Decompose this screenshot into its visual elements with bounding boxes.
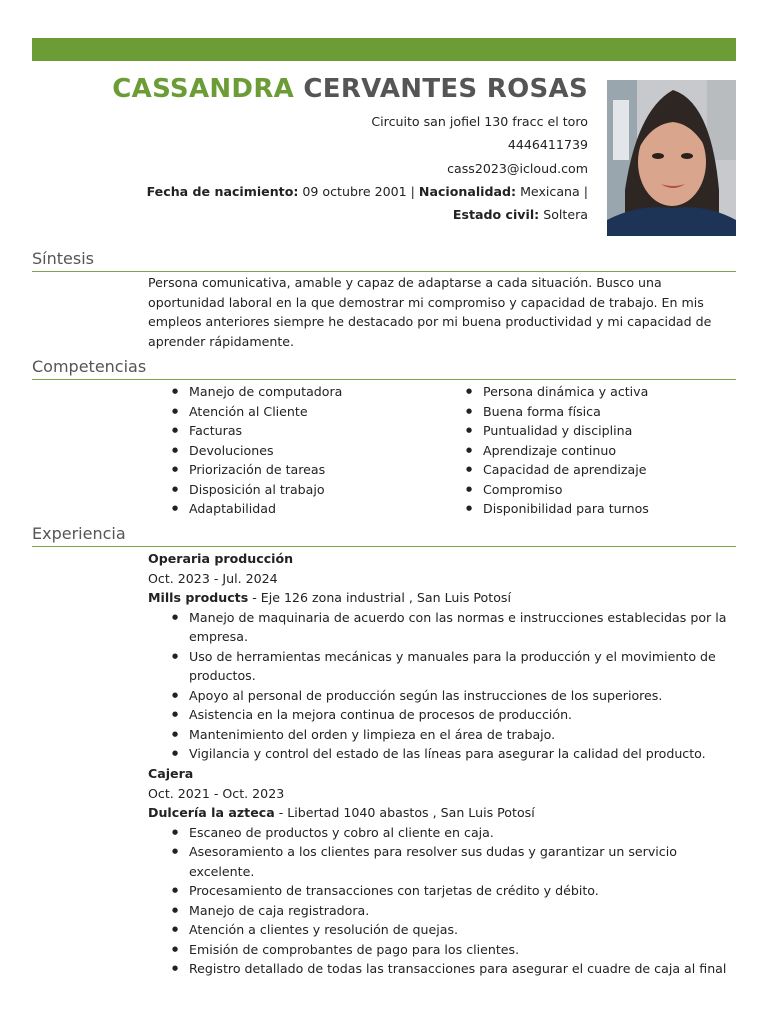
birth-label: Fecha de nacimiento: — [146, 183, 299, 199]
birth-value: 09 octubre 2001 | — [298, 183, 419, 199]
job-title: Operaria producción — [148, 551, 294, 566]
list-item: ● Atención al Cliente — [189, 402, 342, 422]
skills-heading: Competencias — [32, 357, 147, 376]
job-dates: Oct. 2021 - Oct. 2023 — [148, 785, 285, 801]
list-item: ● Emisión de comprobantes de pago para los clientes. — [189, 940, 738, 960]
experience-heading: Experiencia — [32, 524, 126, 543]
company-location: - Libertad 1040 abastos , San Luis Potosí — [274, 805, 535, 820]
job-dates: Oct. 2023 - Jul. 2024 — [148, 570, 278, 586]
list-item: ● Aprendizaje continuo — [483, 441, 649, 461]
profile-photo — [607, 80, 736, 236]
list-item: ● Atención a clientes y resolución de quejas. — [189, 920, 738, 940]
civil-label: Estado civil: — [452, 207, 540, 223]
job-duties — [148, 823, 738, 979]
civil-status — [147, 203, 588, 226]
header-accent-bar — [32, 38, 736, 61]
company-location: - Eje 126 zona industrial , San Luis Potosí — [248, 590, 511, 605]
summary-heading: Síntesis — [32, 249, 94, 268]
list-item: ● Escaneo de productos y cobro al cliente en caja. — [189, 823, 738, 843]
last-name: CERVANTES ROSAS — [303, 74, 588, 104]
list-item: ● Persona dinámica y activa — [483, 382, 649, 402]
list-item: ● Uso de herramientas mecánicas y manuales para la producción y el movimiento de productos. — [189, 647, 738, 686]
list-item: ● Manejo de computadora — [189, 382, 342, 402]
job-entry — [148, 549, 738, 764]
summary-text: Persona comunicativa, amable y capaz de adaptarse a cada situación. Busco una oportunidad laboral en la que demostrar mi compromiso y capacidad de trabajo. En mis empleos anteriores siempre he destacado por mi buena productividad y mi capacidad de aprender rápidamente. — [148, 275, 712, 349]
company-name: Mills products — [148, 590, 249, 605]
list-item: ● Devoluciones — [189, 441, 342, 461]
list-item: ● Asesoramiento a los clientes para resolver sus dudas y garantizar un servicio excelente. — [189, 842, 738, 881]
skills-divider — [32, 379, 736, 380]
civil-value: Soltera — [539, 207, 588, 223]
summary-divider — [32, 271, 736, 272]
phone: 4446411739 — [507, 137, 588, 153]
job-employer — [148, 803, 738, 823]
list-item: ● Vigilancia y control del estado de las líneas para asegurar la calidad del producto. — [189, 744, 738, 764]
skills-list-left — [189, 382, 342, 519]
list-item: ● Facturas — [189, 421, 342, 441]
contact-info — [147, 110, 588, 226]
email: cass2023@icloud.com — [447, 160, 588, 176]
nationality-label: Nacionalidad: — [418, 183, 517, 199]
first-name: CASSANDRA — [112, 74, 295, 104]
experience-divider — [32, 546, 736, 547]
list-item: ● Capacidad de aprendizaje — [483, 460, 649, 480]
list-item: ● Procesamiento de transacciones con tarjetas de crédito y débito. — [189, 881, 738, 901]
profile-photo-image — [607, 80, 736, 236]
address: Circuito san jofiel 130 fracc el toro — [371, 114, 588, 129]
list-item: ● Priorización de tareas — [189, 460, 342, 480]
job-title: Cajera — [148, 766, 194, 781]
list-item: ● Registro detallado de todas las transacciones para asegurar el cuadre de caja al final — [189, 959, 738, 979]
list-item: ● Buena forma física — [483, 402, 649, 422]
list-item: ● Mantenimiento del orden y limpieza en el área de trabajo. — [189, 725, 738, 745]
list-item: ● Disponibilidad para turnos — [483, 499, 649, 519]
list-item: ● Compromiso — [483, 480, 649, 500]
job-duties — [148, 608, 738, 764]
skills-list-right — [483, 382, 649, 519]
job-employer — [148, 588, 738, 608]
company-name: Dulcería la azteca — [148, 805, 275, 820]
list-item: ● Manejo de caja registradora. — [189, 901, 738, 921]
job-entry — [148, 764, 738, 979]
list-item: ● Adaptabilidad — [189, 499, 342, 519]
list-item: ● Manejo de maquinaria de acuerdo con las normas e instrucciones establecidas por la empresa. — [189, 608, 738, 647]
personal-details — [147, 180, 588, 203]
list-item: ● Puntualidad y disciplina — [483, 421, 649, 441]
list-item: ● Apoyo al personal de producción según las instrucciones de los superiores. — [189, 686, 738, 706]
list-item: ● Disposición al trabajo — [189, 480, 342, 500]
nationality-value: Mexicana | — [516, 183, 588, 199]
list-item: ● Asistencia en la mejora continua de procesos de producción. — [189, 705, 738, 725]
candidate-name — [112, 74, 588, 104]
